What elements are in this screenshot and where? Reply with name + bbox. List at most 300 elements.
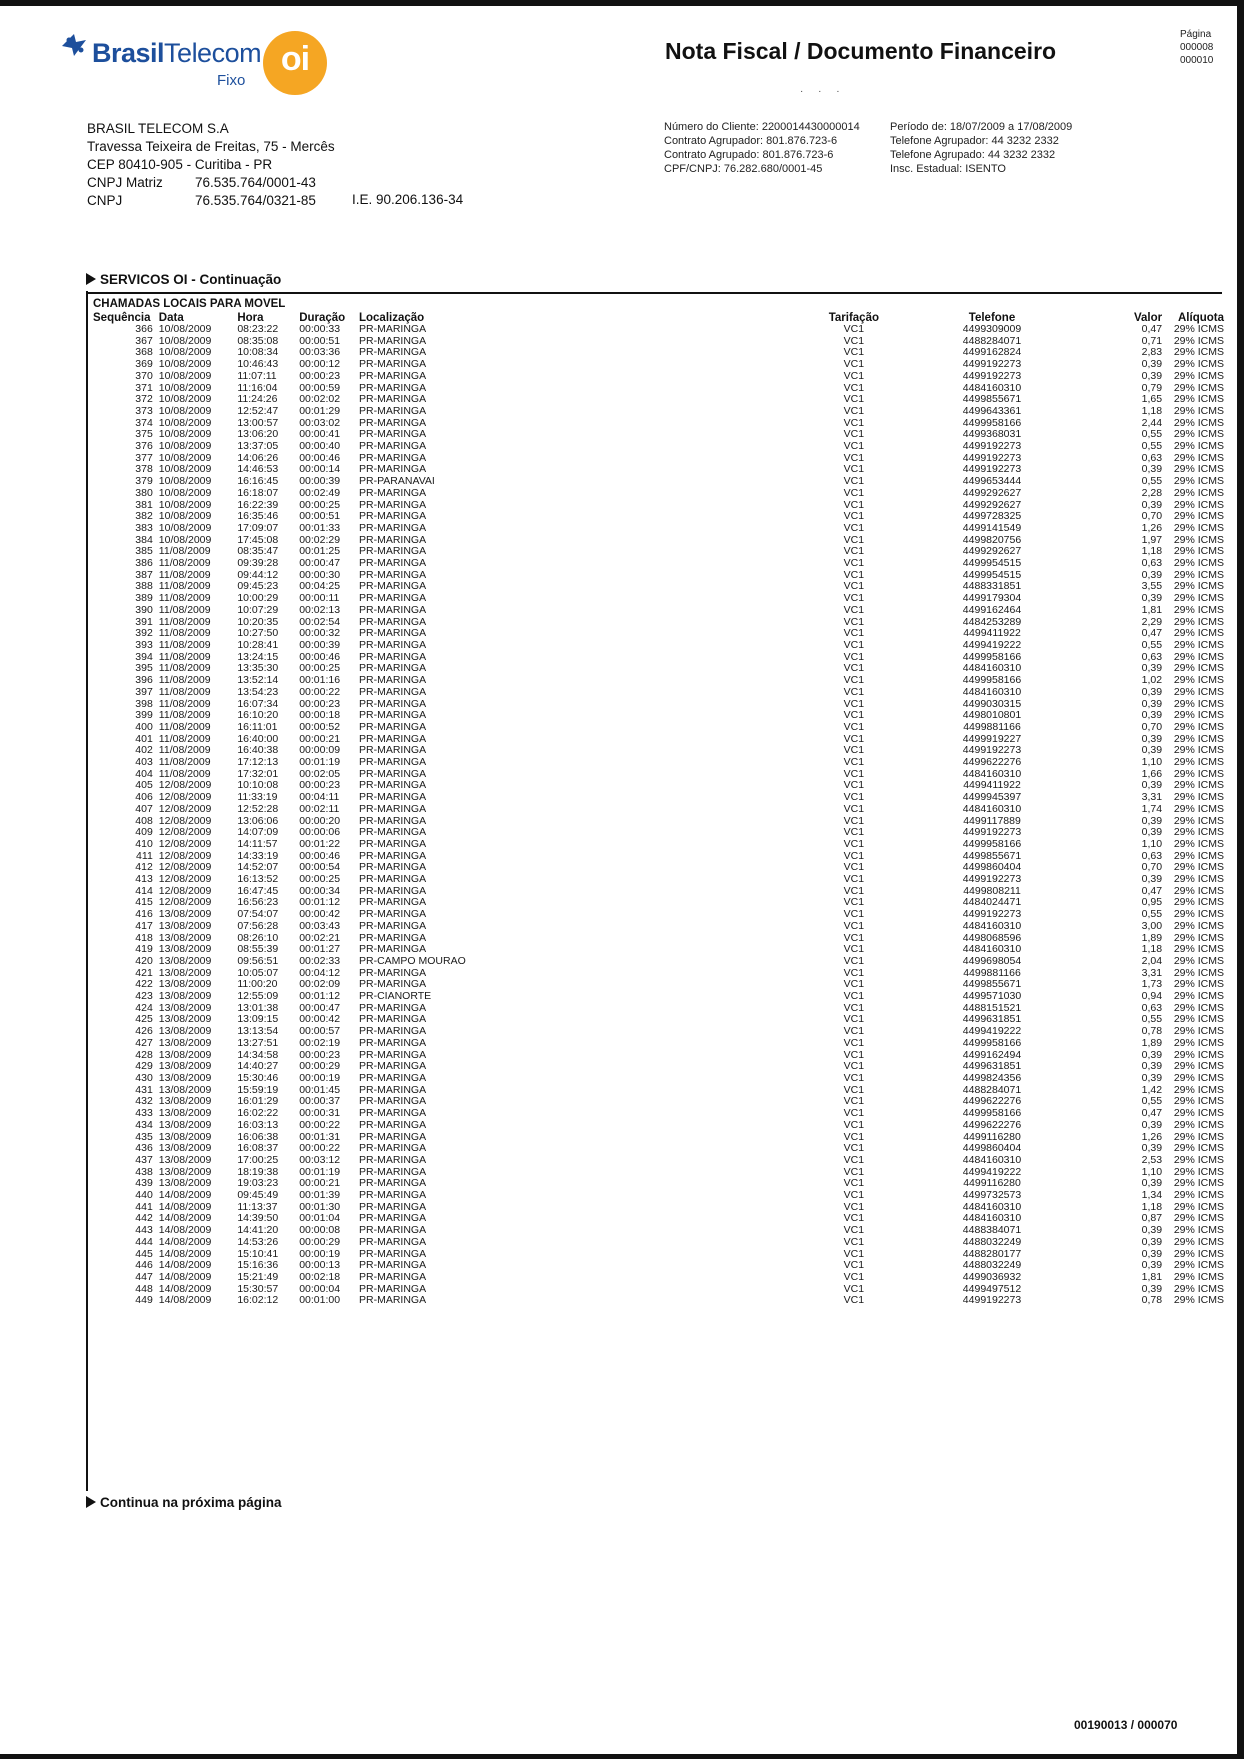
cell-telefone: 4499622276 [962, 756, 1022, 769]
cell-data: 13/08/2009 [158, 1153, 212, 1166]
cell-telefone: 4499192273 [962, 873, 1022, 886]
cell-data: 10/08/2009 [158, 486, 212, 499]
cell-duracao: 00:00:23 [299, 779, 341, 792]
billing-period: Período de: 18/07/2009 a 17/08/2009 [890, 121, 1073, 133]
cell-hora: 17:00:25 [237, 1153, 279, 1166]
cell-localizacao: PR-MARINGA [358, 521, 427, 534]
cell-tarifacao: VC1 [843, 1224, 865, 1237]
cell-sequencia: 420 [135, 954, 153, 967]
cell-aliquota: 29% ICMS [1173, 931, 1224, 944]
cell-tarifacao: VC1 [843, 1025, 865, 1038]
cell-hora: 16:02:12 [237, 1294, 279, 1307]
telecom-star-icon [60, 32, 88, 58]
cell-localizacao: PR-MARINGA [358, 767, 427, 780]
cell-sequencia: 367 [135, 334, 153, 347]
section-top-rule [86, 292, 1222, 294]
cell-sequencia: 370 [135, 369, 153, 382]
cell-localizacao: PR-MARINGA [358, 1212, 427, 1225]
cell-aliquota: 29% ICMS [1173, 662, 1224, 675]
cnpj-matriz-value: 76.535.764/0001-43 [195, 175, 316, 190]
cell-valor: 0,39 [1141, 1224, 1163, 1237]
cell-telefone: 4499571030 [962, 990, 1022, 1003]
cell-duracao: 00:01:16 [299, 674, 341, 687]
cell-tarifacao: VC1 [843, 346, 865, 359]
cell-data: 13/08/2009 [158, 1072, 212, 1084]
cell-localizacao: PR-MARINGA [358, 1200, 427, 1213]
cell-sequencia: 371 [135, 381, 153, 394]
table-row [93, 640, 1224, 652]
cell-sequencia: 366 [135, 323, 153, 335]
cell-aliquota: 29% ICMS [1173, 615, 1224, 628]
cell-valor: 1,18 [1141, 943, 1163, 956]
cell-data: 11/08/2009 [158, 638, 211, 651]
cell-duracao: 00:01:25 [299, 545, 341, 558]
cell-tarifacao: VC1 [843, 334, 865, 347]
cell-valor: 2,83 [1141, 346, 1163, 359]
cell-telefone: 4499162494 [962, 1048, 1022, 1061]
cell-localizacao: PR-MARINGA [358, 381, 427, 394]
cell-sequencia: 432 [135, 1095, 153, 1108]
cell-valor: 0,55 [1141, 1013, 1163, 1026]
cell-aliquota: 29% ICMS [1173, 814, 1224, 827]
cell-hora: 11:13:37 [237, 1200, 278, 1213]
inscricao-estadual-client: Insc. Estadual: ISENTO [890, 163, 1006, 175]
cell-valor: 0,39 [1141, 1060, 1163, 1073]
cell-telefone: 4499881166 [963, 720, 1021, 733]
cell-localizacao: PR-MARINGA [358, 1177, 427, 1190]
cell-tarifacao: VC1 [843, 896, 865, 909]
cell-telefone: 4488331851 [962, 580, 1022, 593]
cell-valor: 1,18 [1141, 404, 1163, 417]
cell-aliquota: 29% ICMS [1173, 323, 1224, 335]
cell-telefone: 4498010801 [962, 709, 1022, 722]
cell-localizacao: PR-MARINGA [358, 533, 427, 546]
cell-sequencia: 375 [135, 428, 153, 441]
col-telefone: Telefone [968, 312, 1016, 324]
cell-tarifacao: VC1 [843, 627, 865, 640]
cell-aliquota: 29% ICMS [1173, 1013, 1224, 1026]
cell-tarifacao: VC1 [843, 592, 865, 605]
cell-valor: 0,47 [1141, 884, 1163, 897]
cell-duracao: 00:01:12 [299, 896, 341, 909]
cell-duracao: 00:02:21 [299, 931, 341, 944]
cell-sequencia: 440 [135, 1189, 153, 1202]
cell-tarifacao: VC1 [843, 966, 865, 979]
cell-data: 12/08/2009 [158, 826, 212, 839]
cell-localizacao: PR-MARINGA [358, 650, 427, 663]
cell-telefone: 4488284071 [962, 1083, 1022, 1096]
cell-data: 11/08/2009 [158, 592, 211, 605]
cell-localizacao: PR-MARINGA [358, 358, 427, 371]
cell-telefone: 4499958166 [962, 837, 1022, 850]
cell-duracao: 00:00:39 [299, 475, 341, 488]
cell-telefone: 4499497512 [962, 1282, 1022, 1295]
cell-valor: 0,39 [1141, 732, 1163, 745]
cell-data: 10/08/2009 [158, 381, 212, 394]
cell-telefone: 4488280177 [962, 1247, 1022, 1260]
cell-aliquota: 29% ICMS [1173, 557, 1224, 570]
cell-sequencia: 414 [135, 884, 153, 897]
cell-data: 10/08/2009 [158, 533, 212, 546]
cell-sequencia: 398 [135, 697, 153, 710]
cell-tarifacao: VC1 [843, 521, 865, 534]
cell-telefone: 4499958166 [962, 674, 1022, 687]
cell-telefone: 4499309009 [962, 323, 1022, 335]
cell-data: 11/08/2009 [158, 685, 211, 698]
cell-valor: 0,39 [1141, 1118, 1163, 1131]
cell-sequencia: 421 [135, 966, 153, 979]
cell-hora: 15:10:41 [237, 1247, 279, 1260]
cell-data: 11/08/2009 [158, 615, 211, 628]
cell-valor: 0,79 [1141, 381, 1163, 394]
cell-sequencia: 407 [135, 802, 153, 815]
cell-telefone: 4498068596 [962, 931, 1022, 944]
cell-telefone: 4499958166 [962, 1036, 1022, 1049]
cell-tarifacao: VC1 [843, 1095, 865, 1108]
cell-tarifacao: VC1 [843, 709, 865, 722]
cell-aliquota: 29% ICMS [1173, 475, 1224, 488]
cell-sequencia: 390 [135, 603, 153, 616]
cell-sequencia: 447 [135, 1270, 153, 1283]
cell-aliquota: 29% ICMS [1173, 1048, 1224, 1061]
telefone-agrupado: Telefone Agrupado: 44 3232 2332 [890, 149, 1056, 161]
cell-tarifacao: VC1 [843, 1153, 865, 1166]
cell-data: 10/08/2009 [158, 521, 212, 534]
cell-telefone: 4499958166 [962, 650, 1022, 663]
cell-sequencia: 446 [135, 1259, 153, 1272]
cell-hora: 17:32:01 [237, 767, 279, 780]
cell-telefone: 4499419222 [962, 638, 1022, 651]
cell-aliquota: 29% ICMS [1173, 802, 1224, 815]
cell-tarifacao: VC1 [843, 756, 865, 769]
cell-aliquota: 29% ICMS [1173, 451, 1224, 464]
cell-valor: 1,18 [1141, 1200, 1163, 1213]
cell-valor: 0,39 [1141, 1259, 1163, 1272]
table-title: CHAMADAS LOCAIS PARA MOVEL [93, 298, 286, 310]
cell-aliquota: 29% ICMS [1173, 861, 1224, 874]
cell-tarifacao: VC1 [843, 369, 865, 382]
cell-hora: 15:59:19 [237, 1083, 279, 1096]
cell-duracao: 00:00:19 [299, 1072, 341, 1084]
cell-data: 12/08/2009 [158, 884, 212, 897]
cell-tarifacao: VC1 [843, 908, 865, 921]
cell-data: 11/08/2009 [158, 650, 211, 663]
cell-sequencia: 425 [135, 1013, 153, 1026]
cell-tarifacao: VC1 [843, 580, 865, 593]
cell-data: 13/08/2009 [158, 978, 212, 991]
cell-sequencia: 380 [135, 486, 153, 499]
cell-data: 11/08/2009 [158, 767, 211, 780]
cell-localizacao: PR-MARINGA [358, 580, 427, 593]
cell-valor: 0,39 [1141, 358, 1163, 371]
cell-tarifacao: VC1 [843, 1072, 865, 1084]
cell-tarifacao: VC1 [843, 802, 865, 815]
cell-data: 10/08/2009 [158, 475, 212, 488]
logo-sub-text: Fixo [217, 72, 246, 89]
cell-data: 13/08/2009 [158, 1001, 212, 1014]
cell-data: 13/08/2009 [158, 919, 212, 932]
cell-data: 14/08/2009 [158, 1189, 212, 1202]
cell-telefone: 4499162824 [962, 346, 1022, 359]
cell-aliquota: 29% ICMS [1173, 767, 1224, 780]
cell-aliquota: 29% ICMS [1173, 358, 1224, 371]
cell-data: 13/08/2009 [158, 1095, 212, 1108]
cell-hora: 12:52:47 [237, 404, 279, 417]
cell-duracao: 00:01:33 [299, 521, 341, 534]
cell-duracao: 00:00:18 [299, 709, 341, 722]
cell-data: 11/08/2009 [158, 709, 211, 722]
table-row [93, 1295, 1224, 1307]
cell-telefone: 4499820756 [962, 533, 1022, 546]
cell-tarifacao: VC1 [843, 1142, 865, 1155]
cell-telefone: 4499411922 [963, 627, 1021, 640]
cell-tarifacao: VC1 [843, 533, 865, 546]
cell-aliquota: 29% ICMS [1173, 1200, 1224, 1213]
cell-valor: 1,34 [1141, 1189, 1163, 1202]
cell-hora: 16:13:52 [237, 873, 279, 886]
cell-localizacao: PR-MARINGA [358, 486, 427, 499]
cell-telefone: 4499622276 [962, 1118, 1022, 1131]
cell-valor: 0,55 [1141, 475, 1163, 488]
cell-data: 13/08/2009 [158, 1118, 212, 1131]
cell-valor: 0,39 [1141, 744, 1163, 757]
cell-telefone: 4499622276 [962, 1095, 1022, 1108]
cell-duracao: 00:01:19 [299, 756, 341, 769]
cell-sequencia: 429 [135, 1060, 153, 1073]
cell-tarifacao: VC1 [843, 1013, 865, 1026]
cell-tarifacao: VC1 [843, 323, 865, 335]
cell-localizacao: PR-PARANAVAI [358, 475, 435, 488]
cell-sequencia: 369 [135, 358, 153, 371]
cell-telefone: 4488032249 [962, 1235, 1022, 1248]
cell-hora: 16:11:01 [237, 720, 278, 733]
cell-tarifacao: VC1 [843, 814, 865, 827]
cell-telefone: 4499419222 [962, 1165, 1022, 1178]
cell-aliquota: 29% ICMS [1173, 463, 1224, 476]
cell-tarifacao: VC1 [843, 1060, 865, 1073]
cell-hora: 13:01:38 [237, 1001, 279, 1014]
cell-duracao: 00:03:12 [299, 1153, 341, 1166]
cell-duracao: 00:02:19 [299, 1036, 341, 1049]
col-valor: Valor [1133, 312, 1163, 324]
cell-localizacao: PR-MARINGA [358, 638, 427, 651]
cell-aliquota: 29% ICMS [1173, 650, 1224, 663]
cell-tarifacao: VC1 [843, 475, 865, 488]
cell-localizacao: PR-MARINGA [358, 791, 427, 804]
cell-aliquota: 29% ICMS [1173, 1270, 1224, 1283]
cell-data: 11/08/2009 [158, 744, 211, 757]
table-row [93, 1155, 1224, 1167]
cell-duracao: 00:02:02 [299, 393, 341, 406]
cell-hora: 10:27:50 [237, 627, 279, 640]
cell-hora: 14:40:27 [237, 1060, 279, 1073]
cell-tarifacao: VC1 [843, 931, 865, 944]
cell-duracao: 00:00:29 [299, 1060, 341, 1073]
cell-hora: 13:54:23 [237, 685, 279, 698]
cell-valor: 0,39 [1141, 1048, 1163, 1061]
table-row [93, 605, 1224, 617]
cell-tarifacao: VC1 [843, 873, 865, 886]
cell-valor: 1,74 [1141, 802, 1163, 815]
cnpj-value: 76.535.764/0321-85 [195, 193, 316, 208]
table-row [93, 804, 1224, 816]
cell-aliquota: 29% ICMS [1173, 580, 1224, 593]
cell-valor: 0,39 [1141, 873, 1163, 886]
cell-duracao: 00:00:54 [299, 861, 341, 874]
cell-telefone: 4484024471 [962, 896, 1022, 909]
scan-border-right [1237, 0, 1244, 1759]
cell-valor: 1,26 [1141, 521, 1163, 534]
cell-localizacao: PR-MARINGA [358, 849, 427, 862]
col-tarifacao: Tarifação [828, 312, 879, 324]
cell-sequencia: 412 [135, 861, 153, 874]
page-indicator [1180, 28, 1244, 67]
table-row [93, 921, 1224, 933]
cell-aliquota: 29% ICMS [1173, 1294, 1224, 1307]
cell-tarifacao: VC1 [843, 837, 865, 850]
scan-border-bottom [0, 1754, 1244, 1759]
cell-aliquota: 29% ICMS [1173, 779, 1224, 792]
cell-sequencia: 411 [136, 849, 153, 862]
cell-localizacao: PR-MARINGA [358, 1095, 427, 1108]
cell-duracao: 00:00:42 [299, 1013, 341, 1026]
cell-localizacao: PR-MARINGA [358, 369, 427, 382]
cell-tarifacao: VC1 [843, 1048, 865, 1061]
table-row [93, 1237, 1224, 1249]
cell-hora: 15:21:49 [237, 1270, 279, 1283]
cell-tarifacao: VC1 [843, 732, 865, 745]
table-row [93, 1038, 1224, 1050]
cell-duracao: 00:04:11 [299, 791, 340, 804]
cell-localizacao: PR-MARINGA [358, 978, 427, 991]
company-cnpj-matriz-row [87, 174, 375, 192]
cell-tarifacao: VC1 [843, 393, 865, 406]
cell-aliquota: 29% ICMS [1173, 440, 1224, 453]
cell-aliquota: 29% ICMS [1173, 1036, 1224, 1049]
cell-telefone: 4499958166 [962, 1107, 1022, 1120]
cell-sequencia: 434 [135, 1118, 153, 1131]
cell-duracao: 00:00:32 [299, 627, 341, 640]
cell-valor: 3,55 [1141, 580, 1163, 593]
cell-hora: 13:00:57 [237, 416, 279, 429]
cell-aliquota: 29% ICMS [1173, 732, 1224, 745]
cell-localizacao: PR-MARINGA [358, 873, 427, 886]
cell-hora: 16:35:46 [237, 510, 279, 523]
cell-valor: 0,39 [1141, 1235, 1163, 1248]
cell-telefone: 4499116280 [963, 1177, 1021, 1190]
cell-valor: 0,39 [1141, 1177, 1163, 1190]
cell-aliquota: 29% ICMS [1173, 603, 1224, 616]
cell-duracao: 00:00:22 [299, 685, 341, 698]
cell-duracao: 00:02:11 [299, 802, 340, 815]
company-cep: CEP 80410-905 - Curitiba - PR [87, 157, 273, 172]
cell-tarifacao: VC1 [843, 381, 865, 394]
company-info [87, 120, 375, 210]
cell-data: 12/08/2009 [158, 791, 212, 804]
cell-duracao: 00:00:23 [299, 1048, 341, 1061]
cell-hora: 14:34:58 [237, 1048, 279, 1061]
cell-tarifacao: VC1 [843, 720, 865, 733]
cell-tarifacao: VC1 [843, 650, 865, 663]
cell-data: 11/08/2009 [158, 697, 211, 710]
cell-valor: 3,31 [1141, 791, 1163, 804]
cell-tarifacao: VC1 [843, 568, 865, 581]
cell-tarifacao: VC1 [843, 826, 865, 839]
cell-localizacao: PR-MARINGA [358, 334, 427, 347]
cell-hora: 16:40:38 [237, 744, 279, 757]
cell-valor: 0,95 [1141, 896, 1163, 909]
cell-valor: 0,71 [1141, 334, 1163, 347]
cell-sequencia: 373 [135, 404, 153, 417]
cell-hora: 16:08:37 [237, 1142, 279, 1155]
cell-data: 11/08/2009 [158, 580, 211, 593]
cell-data: 10/08/2009 [158, 404, 212, 417]
cell-hora: 10:10:08 [237, 779, 279, 792]
table-row [93, 441, 1224, 453]
cell-data: 12/08/2009 [158, 779, 212, 792]
cell-data: 14/08/2009 [158, 1294, 212, 1307]
company-cnpj-row [87, 192, 375, 210]
cell-tarifacao: VC1 [843, 358, 865, 371]
cell-tarifacao: VC1 [843, 404, 865, 417]
client-info-left [664, 120, 860, 176]
cell-tarifacao: VC1 [843, 1247, 865, 1260]
cell-data: 13/08/2009 [158, 954, 212, 967]
cell-telefone: 4499162464 [962, 603, 1022, 616]
cell-localizacao: PR-MARINGA [358, 1142, 427, 1155]
cell-aliquota: 29% ICMS [1173, 1259, 1224, 1272]
cell-duracao: 00:01:12 [299, 990, 341, 1003]
cell-aliquota: 29% ICMS [1173, 428, 1224, 441]
table-row [93, 488, 1224, 500]
cell-data: 11/08/2009 [158, 568, 211, 581]
cell-aliquota: 29% ICMS [1173, 674, 1224, 687]
cell-valor: 0,47 [1141, 323, 1163, 335]
cell-telefone: 4499860404 [962, 1142, 1022, 1155]
cell-valor: 0,55 [1141, 428, 1163, 441]
cell-aliquota: 29% ICMS [1173, 896, 1224, 909]
cell-hora: 12:52:28 [237, 802, 279, 815]
cell-localizacao: PR-MARINGA [358, 346, 427, 359]
cell-telefone: 4484160310 [962, 1200, 1022, 1213]
cell-aliquota: 29% ICMS [1173, 1165, 1224, 1178]
cell-data: 10/08/2009 [158, 358, 212, 371]
cell-hora: 14:41:20 [237, 1224, 279, 1237]
cell-hora: 16:47:45 [237, 884, 279, 897]
cell-telefone: 4499192273 [962, 463, 1022, 476]
cell-duracao: 00:02:13 [299, 603, 341, 616]
cell-data: 12/08/2009 [158, 814, 212, 827]
cell-tarifacao: VC1 [843, 428, 865, 441]
cell-duracao: 00:03:36 [299, 346, 341, 359]
cell-duracao: 00:00:25 [299, 498, 341, 511]
cell-aliquota: 29% ICMS [1173, 744, 1224, 757]
cell-hora: 11:24:26 [237, 393, 278, 406]
col-data: Data [158, 312, 184, 324]
cell-valor: 0,39 [1141, 779, 1163, 792]
cell-telefone: 4499728325 [962, 510, 1022, 523]
cell-sequencia: 444 [135, 1235, 153, 1248]
cell-localizacao: PR-MARINGA [358, 732, 427, 745]
cell-localizacao: PR-MARINGA [358, 1072, 427, 1084]
cell-telefone: 4484160310 [962, 802, 1022, 815]
cell-valor: 1,81 [1141, 603, 1163, 616]
cell-localizacao: PR-MARINGA [358, 510, 427, 523]
cell-duracao: 00:00:47 [299, 557, 341, 570]
col-sequencia: Sequência [93, 312, 151, 324]
cell-tarifacao: VC1 [843, 697, 865, 710]
cell-telefone: 4499808211 [963, 884, 1021, 897]
